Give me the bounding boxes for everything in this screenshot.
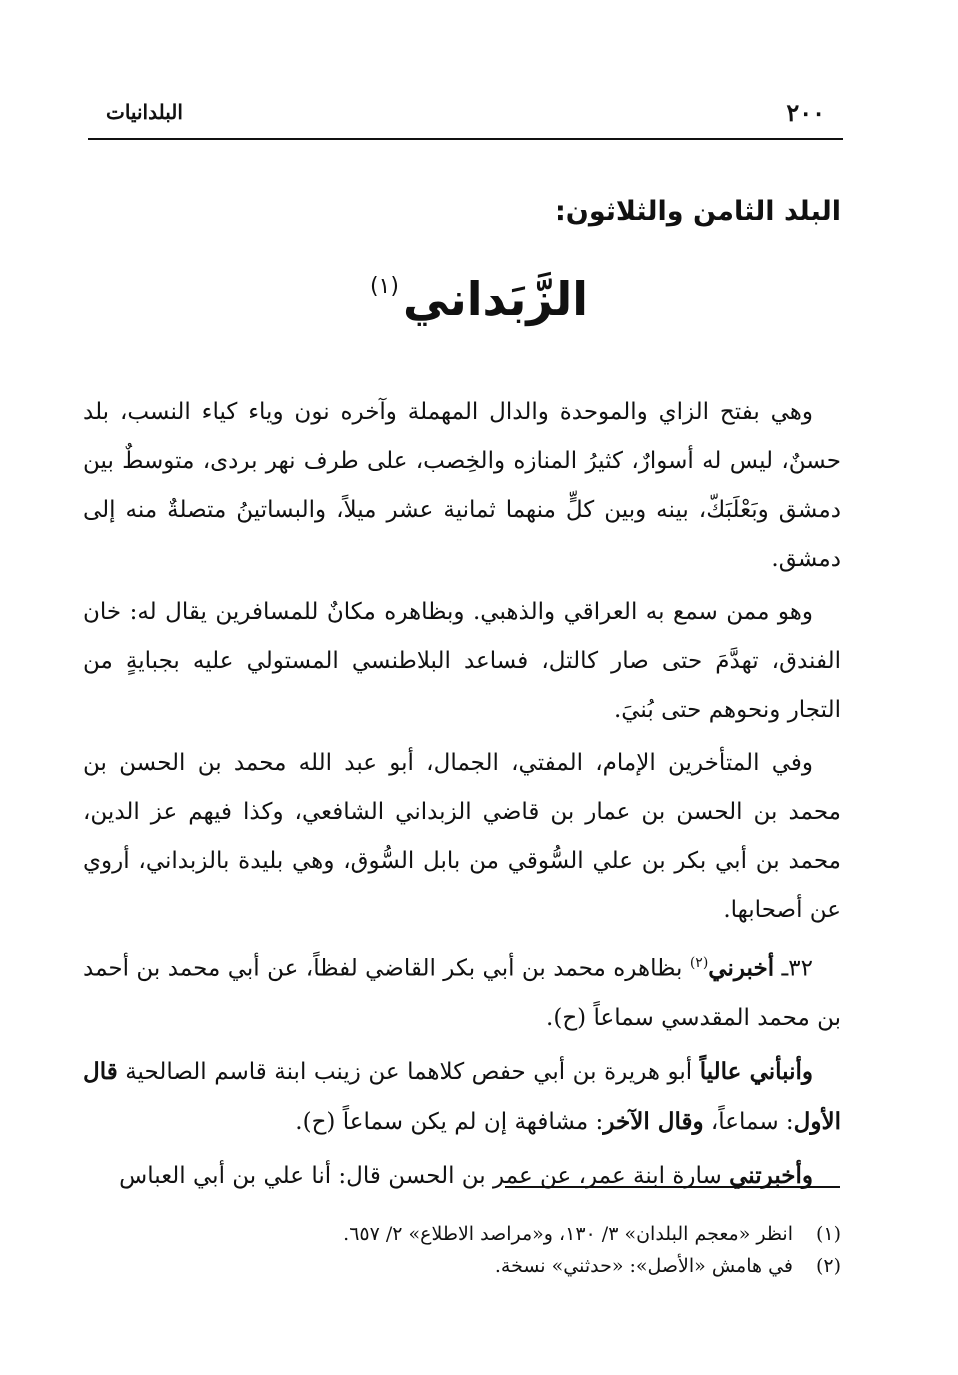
- footnote-number: (٢): [815, 1255, 841, 1277]
- entry-title-text: الزَّبَداني: [402, 272, 589, 326]
- footnote-number: (١): [815, 1223, 841, 1245]
- footnote: [150, 1250, 841, 1282]
- chain2-second-text: : مشافهة إن لم يكن سماعاً (ح).: [295, 1108, 604, 1135]
- footnote: [150, 1218, 841, 1250]
- hadith-chain-3: [83, 1151, 841, 1201]
- hadith-chain-2: [83, 1047, 841, 1147]
- footnotes: [150, 1218, 841, 1282]
- chain3-lead: وأخبرتني: [729, 1161, 813, 1189]
- hadith-text: بظاهره محمد بن أبي بكر القاضي لفظاً، عن أبي محمد بن أحمد بن محمد المقدسي سماعاً (ح).: [83, 955, 841, 1031]
- footnote-ref-1: (١): [369, 274, 399, 299]
- paragraph-notables: وفي المتأخرين الإمام، المفتي، الجمال، أبو عبد الله محمد بن الحسن بن محمد بن الحسن بن عمار بن قاضي الزبداني الشافعي، وكذا فيهم عز الدين، محمد بن أبي بكر بن علي السُّوقي من بابل السُّوق، وهي بليدة بالزبداني، أروي عن أصحابها.: [83, 750, 841, 923]
- running-header: [88, 92, 843, 140]
- chain2-second: وقال الآخر: [603, 1107, 704, 1135]
- paragraph-description: وهي بفتح الزاي والموحدة والدال المهملة وآخره نون وياء كياء النسب، بلد حسنٌ، ليس له أسوارٌ، كثيرُ المنازه والخِصب، على طرف نهر بردى، متوسطٌ بين دمشق وبَعْلَبَكّ، بينه وبين كلٍّ منهما ثمانية عشر ميلاً، والبساتينُ متصلةٌ منه إلى دمشق.: [83, 399, 841, 572]
- chain2-first-text: : سماعاً،: [703, 1108, 794, 1135]
- book-title: البلدانيات: [106, 100, 183, 124]
- chain2-text: أبو هريرة بن أبي حفص كلاهما عن زينب ابنة قاسم الصالحية: [125, 1058, 693, 1085]
- hadith-number: ٣٢ـ: [781, 955, 814, 982]
- hadith-chain: [83, 939, 841, 1043]
- footnote-divider: [505, 1186, 840, 1188]
- section-heading: البلد الثامن والثلاثون:: [554, 196, 841, 227]
- chain3-text: سارة ابنة عمر، عن عمر بن الحسن قال: أنا علي بن أبي العباس: [119, 1162, 722, 1189]
- hadith-lead: أخبرني: [708, 954, 775, 982]
- chain2-lead: وأنبأني عالياً: [699, 1057, 814, 1085]
- chain2-first: قال الأول: [83, 1057, 841, 1135]
- footnote-ref-2: (٢): [689, 955, 709, 971]
- paragraph-history: وهو ممن سمع به العراقي والذهبي. وبظاهره مكانٌ للمسافرين يقال له: خان الفندق، تهدَّمَ حتى صار كالتل، فساعد البلاطنسي المستولي عليه بجبايةٍ من التجار ونحوهم حتى بُنيَ.: [83, 599, 841, 723]
- main-text: [83, 388, 841, 1205]
- page-number: ٢٠٠: [786, 98, 825, 127]
- footnote-text: في هامش «الأصل»: «حدثني» نسخة.: [494, 1255, 793, 1277]
- footnote-text: انظر «معجم البلدان» ٣/ ١٣٠، و«مراصد الاطلاع» ٢/ ٦٥٧.: [343, 1223, 793, 1245]
- entry-title: [0, 272, 958, 326]
